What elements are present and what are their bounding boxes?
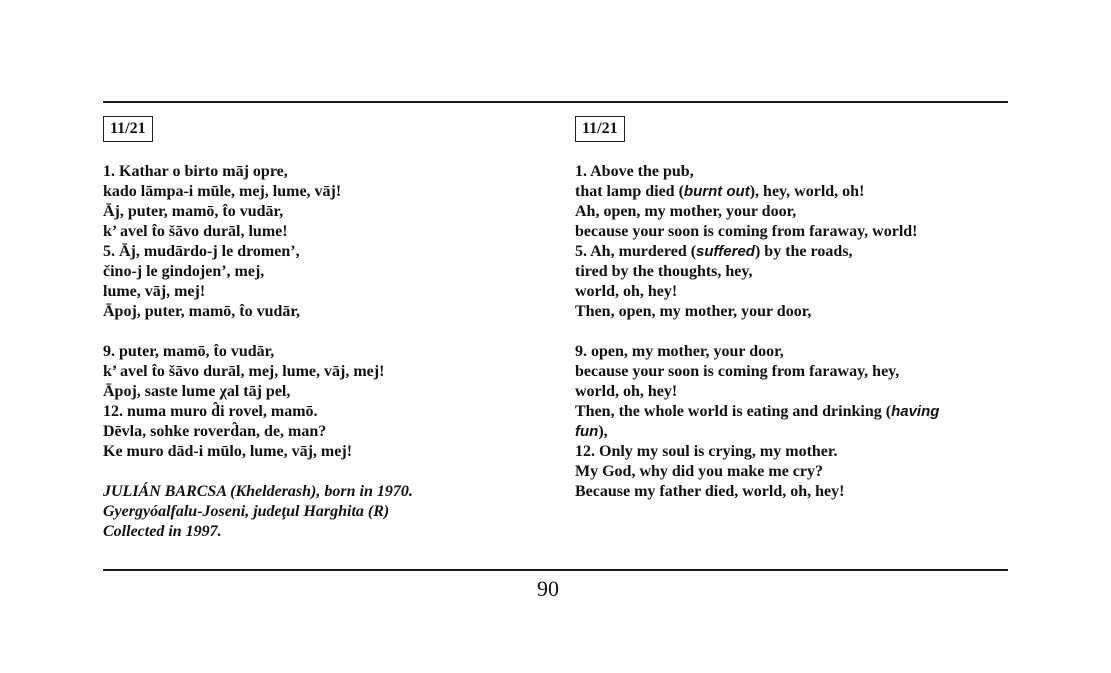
verse-line: 5. Āj, mudārdo-j le dromen’, [103, 243, 300, 260]
verse-line: lume, vāj, mej! [103, 283, 206, 300]
verse-line: world, oh, hey! [575, 383, 678, 400]
singer-credits [103, 482, 543, 542]
verse-line: Then, open, my mother, your door, [575, 303, 812, 320]
italic-gloss: burnt out [683, 183, 750, 200]
verse-line: Āj, puter, mamō, t̂o vudār, [103, 203, 284, 220]
verse-line: 1. Kathar o birto māj opre, [103, 163, 288, 180]
bottom-rule [103, 569, 1008, 571]
verse-line: k’ avel t̂o šāvo durāl, mej, lume, vāj, mej! [103, 363, 385, 380]
verse-line: 1. Above the pub, [575, 163, 694, 180]
verse-line: Then, the whole world is eating and drinking (having [575, 403, 940, 420]
italic-gloss: fun [575, 423, 599, 440]
translation-column [575, 116, 995, 502]
verse-line: 12. numa muro d̂i rovel, mamō. [103, 403, 318, 420]
verse-line: world, oh, hey! [575, 283, 678, 300]
verse-line: Ke muro dād-i mūlo, lume, vāj, mej! [103, 443, 353, 460]
verse-line: fun), [575, 423, 608, 440]
song-code-right: 11/21 [575, 116, 625, 142]
verse-line: My God, why did you make me cry? [575, 463, 823, 480]
verse-line: Ah, open, my mother, your door, [575, 203, 797, 220]
verse-line: because your soon is coming from faraway, world! [575, 223, 918, 240]
verse-line: Dēvla, sohke roverd̂an, de, man? [103, 423, 327, 440]
stanza-2-translation [575, 342, 995, 502]
verse-line: Because my father died, world, oh, hey! [575, 483, 845, 500]
verse-line: 12. Only my soul is crying, my mother. [575, 443, 838, 460]
verse-line: kado lāmpa-i mūle, mej, lume, vāj! [103, 183, 342, 200]
verse-line: 9. open, my mother, your door, [575, 343, 784, 360]
verse-line: Āpoj, saste lume χal tāj pel, [103, 383, 291, 400]
credit-line: Collected in 1997. [103, 523, 222, 540]
original-text-column [103, 116, 543, 542]
verse-line: čino-j le gindojen’, mej, [103, 263, 265, 280]
credit-line: JULIÁN BARCSA (Khelderash), born in 1970. [103, 483, 413, 500]
song-code-left: 11/21 [103, 116, 153, 142]
verse-line: because your soon is coming from faraway, hey, [575, 363, 900, 380]
italic-gloss: suffered [696, 243, 755, 260]
stanza-1-translation [575, 162, 995, 322]
verse-line: tired by the thoughts, hey, [575, 263, 753, 280]
verse-line: 9. puter, mamō, t̂o vudār, [103, 343, 275, 360]
stanza-1-original [103, 162, 543, 322]
page-number: 90 [537, 576, 559, 601]
verse-line: Āpoj, puter, mamō, t̂o vudār, [103, 303, 301, 320]
verse-line: k’ avel t̂o šāvo durāl, lume! [103, 223, 288, 240]
italic-gloss: having [891, 403, 940, 420]
top-rule [103, 101, 1008, 103]
stanza-2-original [103, 342, 543, 462]
credit-line: Gyergyóalfalu-Joseni, judeţul Harghita (R) [103, 503, 390, 520]
verse-line: that lamp died (burnt out), hey, world, oh! [575, 183, 865, 200]
verse-line: 5. Ah, murdered (suffered) by the roads, [575, 243, 853, 260]
